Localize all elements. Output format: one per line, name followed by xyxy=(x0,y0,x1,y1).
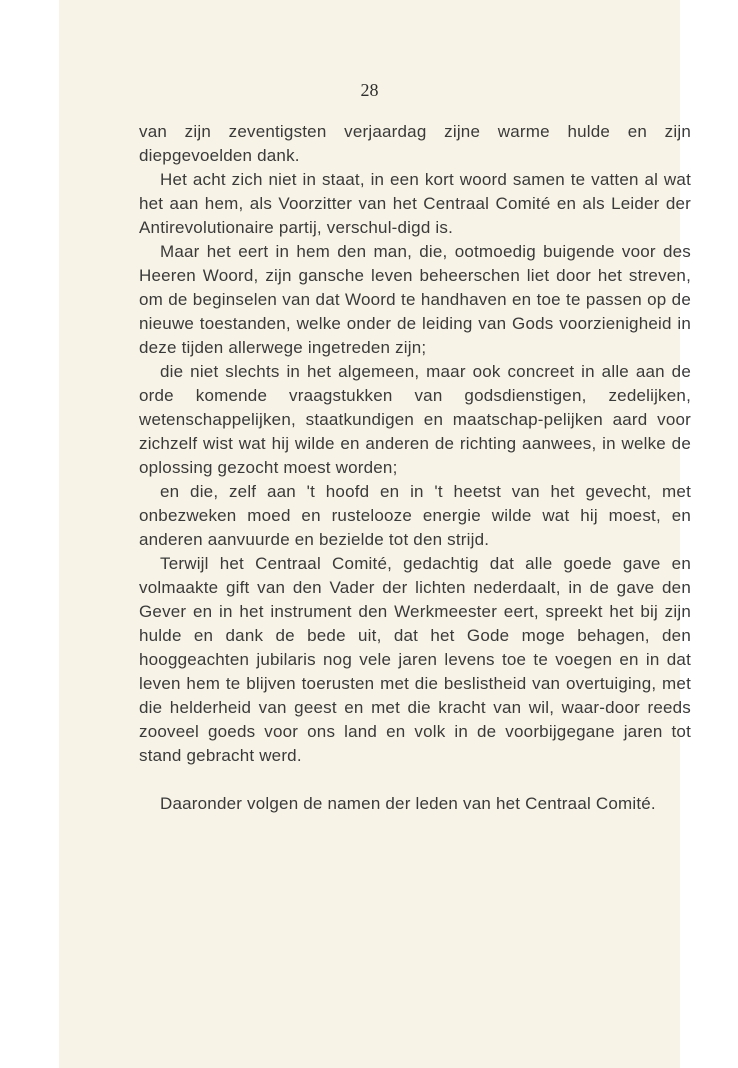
page-number: 28 xyxy=(360,80,379,100)
paragraph: Het acht zich niet in staat, in een kort woord samen te vatten al wat het aan hem, als Voorzitter van het Centraal Comité en als Leider der Antirevolutionaire partij, verschul-digd is. xyxy=(139,170,691,237)
paragraph: die niet slechts in het algemeen, maar ook concreet in alle aan de orde komende vraagstukken van godsdienstigen, zedelijken, wetenschappelijken, staatkundigen en maatschap-pelijken aard voor zichzelf wist wat hij wilde en anderen de richting aanwees, in welke de oplossing gezocht moest worden; xyxy=(139,362,691,477)
paragraph: van zijn zeventigsten verjaardag zijne warme hulde en zijn diepgevoelden dank. xyxy=(139,122,691,165)
paragraph: Maar het eert in hem den man, die, ootmoedig buigende voor des Heeren Woord, zijn gansche leven beheerschen liet door het streven, om de beginselen van dat Woord te handhaven en toe te passen op de nieuwe toestanden, welke onder de leiding van Gods voorzienigheid in deze tijden allerwege ingetreden zijn; xyxy=(139,242,691,357)
body-text xyxy=(139,120,691,816)
paragraph: en die, zelf aan 't hoofd en in 't heetst van het gevecht, met onbezweken moed en rustelooze energie wilde wat hij moest, en anderen aanvuurde en bezielde tot den strijd. xyxy=(139,482,691,549)
paragraph: Terwijl het Centraal Comité, gedachtig dat alle goede gave en volmaakte gift van den Vader der lichten nederdaalt, in de gave den Gever en in het instrument den Werkmeester eert, spreekt het bij zijn hulde en dank de bede uit, dat het Gode moge behagen, den hooggeachten jubilaris nog vele jaren levens toe te voegen en in dat leven hem te blijven toerusten met die beslistheid van overtuiging, met die helderheid van geest en met die kracht van wil, waar-door reeds zooveel goeds voor ons land en volk in de voorbijgegane jaren tot stand gebracht werd. xyxy=(139,554,691,765)
page xyxy=(59,0,691,1068)
closing-paragraph: Daaronder volgen de namen der leden van het Centraal Comité. xyxy=(160,794,656,813)
